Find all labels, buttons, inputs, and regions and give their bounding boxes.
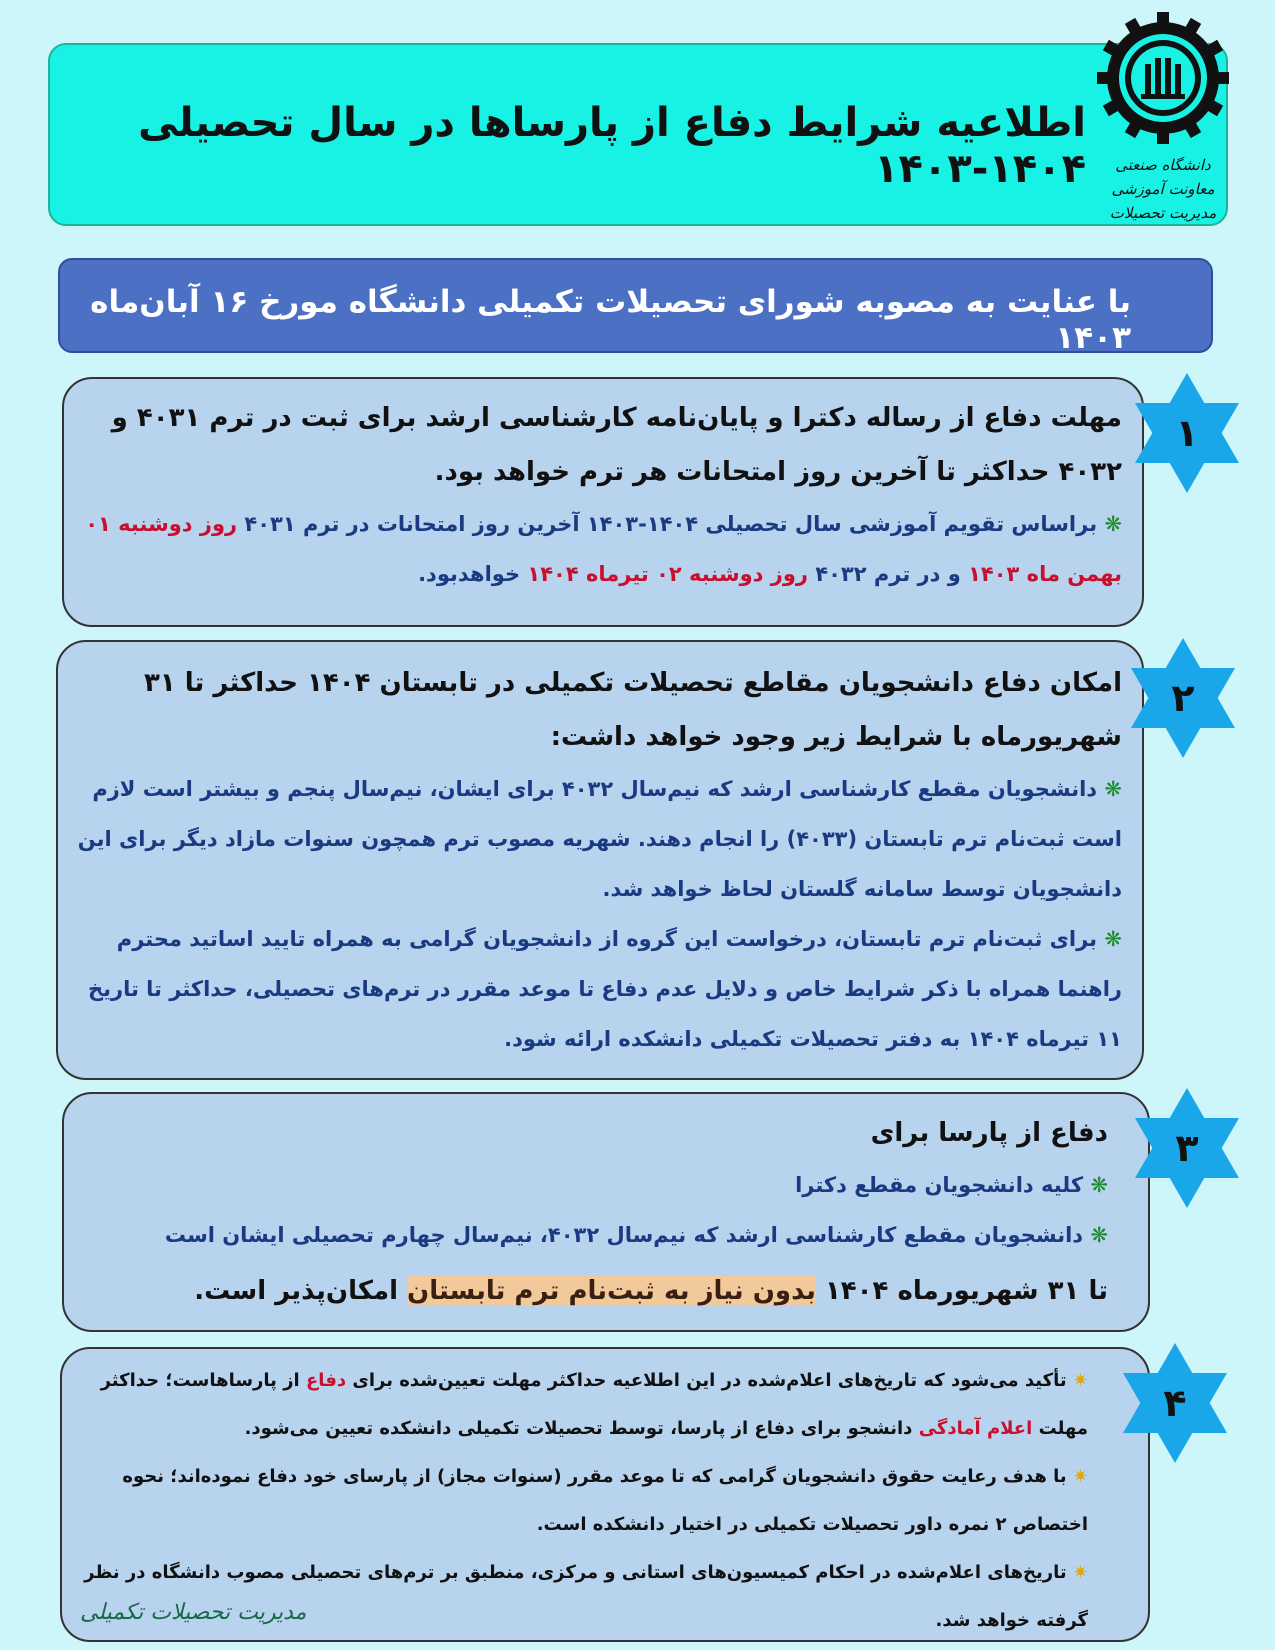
section-2-bullet-1: ❋ دانشجویان مقطع کارشناسی ارشد که نیم‌سال ۴۰۳۲ برای ایشان، نیم‌سال پنجم و بیشتر است لازم است ثبت‌نام ترم تابستان (۴۰۳۳) را انجام دهند. شهریه مصوب ترم همچون سنوات مازاد دیگر برای این دانشجویان توسط سامانه گلستان لحاظ خواهد شد. [77, 777, 1122, 901]
flower-bullet-icon: ❋ [1104, 512, 1122, 536]
signature: مدیریت تحصیلات تکمیلی [80, 1600, 307, 1625]
sun-bullet-icon: ✷ [1072, 1562, 1088, 1583]
logo-caption-deputy: معاونت آموزشی [1111, 180, 1215, 198]
section-1-number: ۱ [1175, 411, 1199, 455]
section-1 [62, 377, 1144, 627]
section-2-badge [1118, 633, 1248, 763]
section-3 [62, 1092, 1150, 1332]
logo-caption-management: مدیریت تحصیلات [1109, 204, 1217, 222]
section-2-bullet-2: ❋ برای ثبت‌نام ترم تابستان، درخواست این گروه از دانشجویان گرامی به همراه تایید اساتید محترم راهنما همراه با ذکر شرایط خاص و دلایل عدم دفاع تا موعد مقرر در ترم‌های تحصیلی، حداکثر تا تاریخ ۱۱ تیرماه ۱۴۰۴ به دفتر تحصیلات تکمیلی دانشکده ارائه شود. [87, 927, 1122, 1051]
subtitle-box [58, 258, 1213, 356]
section-4-number: ۴ [1163, 1381, 1187, 1425]
section-4-bullet-3: ✷ تاریخ‌های اعلام‌شده در احکام کمیسیون‌های استانی و مرکزی، منطبق بر ترم‌های تحصیلی مصوب دانشگاه در نظر گرفته خواهد شد. [84, 1562, 1088, 1631]
section-3-closing: تا ۳۱ شهریورماه ۱۴۰۴ بدون نیاز به ثبت‌نام ترم تابستان امکان‌پذیر است. [194, 1276, 1108, 1306]
section-4-bullet-1: ✷ تأکید می‌شود که تاریخ‌های اعلام‌شده در این اطلاعیه حداکثر مهلت تعیین‌شده برای دفاع از پارساهاست؛ حداکثر مهلت اعلام آمادگی دانشجو برای دفاع از پارسا، توسط تحصیلات تکمیلی دانشکده تعیین می‌شود. [100, 1370, 1088, 1439]
section-4 [60, 1347, 1150, 1642]
gear-logo-icon [1093, 8, 1233, 148]
section-3-number: ۳ [1175, 1126, 1199, 1170]
university-logo [1093, 8, 1233, 243]
section-3-badge [1122, 1083, 1252, 1213]
section-2-main: امکان دفاع دانشجویان مقاطع تحصیلات تکمیلی در تابستان ۱۴۰۴ حداکثر تا ۳۱ شهریورماه با شرایط زیر وجود خواهد داشت: [143, 668, 1122, 752]
section-3-bullet-1: ❋ کلیه دانشجویان مقطع دکترا [795, 1173, 1108, 1197]
flower-bullet-icon: ❋ [1104, 927, 1122, 951]
logo-caption-university: دانشگاه صنعتی [1115, 156, 1211, 174]
section-4-badge [1110, 1338, 1240, 1468]
section-2-number: ۲ [1171, 676, 1195, 720]
section-1-main: مهلت دفاع از رساله دکترا و پایان‌نامه کارشناسی ارشد برای ثبت در ترم ۴۰۳۱ و ۴۰۳۲ حداکثر تا آخرین روز امتحانات هر ترم خواهد بود. [111, 403, 1122, 487]
page-title: اطلاعیه شرایط دفاع از پارساها در سال تحصیلی ۱۴۰۴-۱۴۰۳ [138, 100, 1086, 192]
flower-bullet-icon: ❋ [1090, 1223, 1108, 1247]
section-1-bullet: ❋ براساس تقویم آموزشی سال تحصیلی ۱۴۰۴-۱۴۰۳ آخرین روز امتحانات در ترم ۴۰۳۱ روز دوشنبه ۰۱ بهمن ماه ۱۴۰۳ و در ترم ۴۰۳۲ روز دوشنبه ۰۲ تیرماه ۱۴۰۴ خواهدبود. [85, 512, 1122, 586]
section-1-badge [1122, 368, 1252, 498]
section-4-bullet-2: ✷ با هدف رعایت حقوق دانشجویان گرامی که تا موعد مقرر (سنوات مجاز) از پارسای خود دفاع نموده‌اند؛ نحوه اختصاص ۲ نمره داور تحصیلات تکمیلی در اختیار دانشکده است. [122, 1466, 1088, 1535]
section-3-bullet-2: ❋ دانشجویان مقطع کارشناسی ارشد که نیم‌سال ۴۰۳۲، نیم‌سال چهارم تحصیلی ایشان است [164, 1223, 1108, 1247]
flower-bullet-icon: ❋ [1090, 1173, 1108, 1197]
flower-bullet-icon: ❋ [1104, 777, 1122, 801]
subtitle: با عنایت به مصوبه شورای تحصیلات تکمیلی دانشگاه مورخ ۱۶ آبان‌ماه ۱۴۰۳ [90, 284, 1131, 356]
section-2 [56, 640, 1144, 1080]
title-box [48, 43, 1228, 226]
sun-bullet-icon: ✷ [1072, 1466, 1088, 1487]
sun-bullet-icon: ✷ [1072, 1370, 1088, 1391]
section-3-heading: دفاع از پارسا برای [870, 1118, 1108, 1148]
